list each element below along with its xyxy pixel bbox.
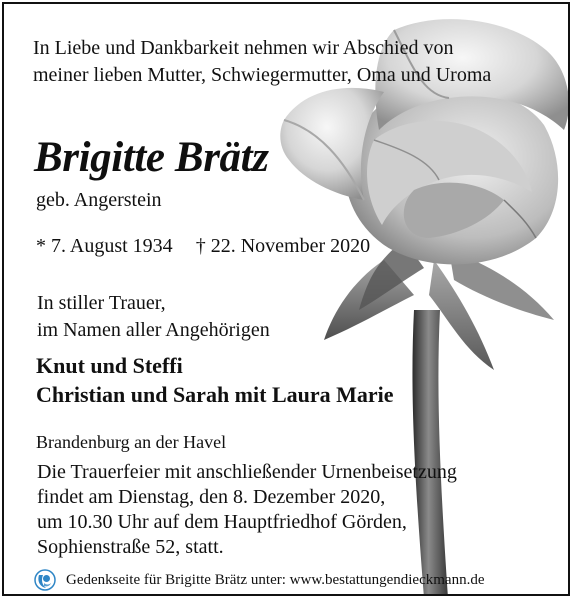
ceremony-line: Sophienstraße 52, statt. <box>37 536 224 558</box>
maiden-name: geb. Angerstein <box>36 189 162 211</box>
intro-text <box>33 35 553 89</box>
mourners-list <box>36 351 394 409</box>
ceremony-details <box>37 460 537 560</box>
mourning-line: im Namen aller Angehörigen <box>37 319 270 341</box>
birth-date: * 7. August 1934 <box>36 235 173 257</box>
city: Brandenburg an der Havel <box>36 432 227 452</box>
ceremony-line: findet am Dienstag, den 8. Dezember 2020, <box>37 486 386 508</box>
obituary-notice <box>2 2 570 596</box>
ceremony-line: Die Trauerfeier mit anschließender Urnenbeisetzung <box>37 461 457 483</box>
intro-line: In Liebe und Dankbarkeit nehmen wir Abschied von <box>33 37 454 59</box>
mourner-name: Christian und Sarah mit Laura Marie <box>36 382 394 407</box>
ceremony-line: um 10.30 Uhr auf dem Hauptfriedhof Görden, <box>37 511 407 533</box>
memorial-logo-icon <box>34 569 56 591</box>
memorial-page-footer[interactable] <box>34 567 484 593</box>
mourning-text <box>37 290 270 344</box>
mourning-line: In stiller Trauer, <box>37 292 166 314</box>
intro-line: meiner lieben Mutter, Schwiegermutter, Oma und Uroma <box>33 64 492 86</box>
deceased-name: Brigitte Brätz <box>34 134 269 181</box>
notice-content <box>4 4 568 594</box>
memorial-page-link[interactable]: Gedenkseite für Brigitte Brätz unter: www.bestattungendieckmann.de <box>66 571 485 588</box>
life-dates <box>36 233 370 259</box>
mourner-name: Knut und Steffi <box>36 353 183 378</box>
death-date: † 22. November 2020 <box>195 235 371 257</box>
